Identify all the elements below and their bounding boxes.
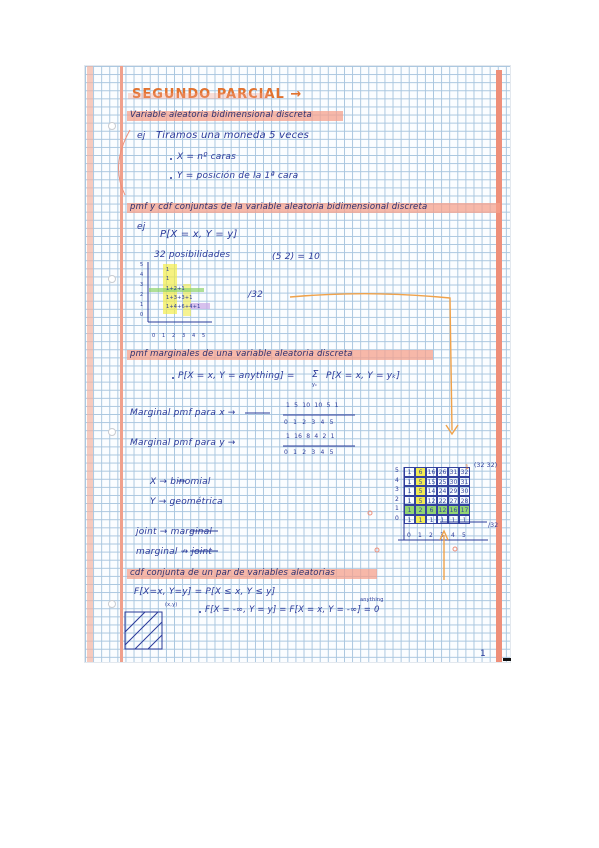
cdf-cell: 28: [460, 497, 469, 505]
grid-cell: 1: [166, 276, 170, 282]
cdf-cell: 22: [438, 497, 447, 505]
margin-circle: [375, 548, 379, 552]
y-tick: 5: [140, 262, 144, 268]
formula-sum: Σ: [312, 369, 319, 380]
cdf-cell: 1: [448, 515, 459, 525]
possibilities: 32 posibilidades: [154, 250, 231, 260]
cdf-cell: 24: [438, 488, 447, 495]
marginal-x-values: 1 5 10 10 5 1: [286, 402, 339, 409]
x-binomial: X → binomial: [150, 477, 211, 487]
hatch: [148, 635, 162, 649]
marginal-y-ticks: 0 1 2 3 4 5: [284, 449, 334, 456]
orange-arrow: [290, 294, 452, 430]
hatch: [125, 612, 158, 645]
cdf-y-tick: 1: [395, 505, 399, 512]
page-title: SEGUNDO PARCIAL →: [132, 87, 303, 102]
x-tick: 4: [192, 333, 196, 339]
marginal-y-label: Marginal pmf para y →: [130, 438, 236, 448]
hatch: [135, 622, 162, 649]
cdf-cell: 5: [415, 477, 426, 487]
cdf-cell: 16: [427, 469, 436, 476]
cdf-cell: 2: [415, 505, 426, 515]
cdf-x-tick: 2: [429, 532, 433, 539]
x-tick: 2: [172, 333, 176, 339]
marginal-x-ticks: 0 1 2 3 4 5: [284, 419, 334, 426]
marginal-x-label: Marginal pmf para x →: [130, 408, 236, 418]
denominator: /32: [248, 290, 264, 300]
marginal-not-joint: marginal ↛ joint: [136, 547, 213, 557]
cdf-cell: 30: [449, 478, 458, 486]
grid-cell: 1+4+6+4+1: [166, 304, 201, 310]
grid-cell: 1+3+3+1: [166, 295, 193, 301]
y-tick: 1: [140, 302, 144, 308]
cdf-cell: 25: [438, 478, 447, 486]
cdf-cell: 1: [404, 496, 415, 506]
grid-cell: 1+2+1: [166, 286, 185, 292]
cdf-y-tick: 5: [395, 467, 399, 474]
cdf-cell: 1: [459, 515, 470, 525]
cdf-cell: 12: [427, 497, 436, 505]
joint-prob: P[X = x, Y = y]: [160, 229, 238, 240]
corner-fraction: (32 32): [474, 462, 498, 469]
section-heading: pmf marginales de una variable aleatoria discreta: [130, 349, 353, 359]
formula-right: P[X = x, Y = yₖ]: [326, 371, 401, 381]
cdf-x-tick: 4: [451, 532, 455, 539]
x-tick: 3: [182, 333, 186, 339]
cdf-cell: 31: [460, 478, 469, 486]
section-heading: pmf y cdf conjuntas de la variable aleatoria bidimensional discreta: [130, 202, 428, 212]
cdf-x-tick: 0: [407, 532, 411, 539]
limit-formula: F[X = -∞, Y = y] = F[X = x, Y = -∞] = 0: [205, 605, 380, 615]
example-text: Tiramos una moneda 5 veces: [156, 130, 310, 141]
cdf-y-tick: 0: [395, 514, 399, 522]
formula-sub: yₖ: [312, 382, 318, 388]
bullet-x: X = nº caras: [177, 152, 237, 162]
example-label: ej: [137, 222, 146, 232]
y-tick: 4: [140, 272, 144, 278]
cdf-cell: 26: [438, 469, 447, 476]
cdf-cell: 1: [404, 505, 415, 515]
example-label: ej: [137, 131, 146, 141]
cdf-x-tick: 3: [440, 532, 444, 539]
binomial-coef: (5 2) = 10: [272, 252, 321, 262]
cdf-side-label: /32: [488, 522, 499, 529]
cdf-cell: 16: [449, 507, 458, 514]
y-geometric: Y → geométrica: [150, 497, 223, 507]
cdf-cell: 17: [460, 507, 469, 514]
y-tick: 0: [140, 312, 144, 318]
page-number: 1: [480, 649, 486, 659]
cdf-cell: 12: [438, 507, 447, 514]
cdf-cell: 1: [404, 467, 415, 477]
cdf-cell: 14: [427, 488, 436, 495]
cdf-formula: F[X=x, Y=y] = P[X ≤ x, Y ≤ y]: [134, 587, 276, 597]
cdf-cell: 1: [426, 515, 437, 525]
cdf-y-tick: 3: [395, 486, 399, 493]
cdf-cell: 30: [460, 488, 469, 495]
cdf-cell: 5: [415, 496, 426, 506]
joint-to-marginal: joint → marginal: [136, 527, 213, 537]
marginal-y-values: 1 16 8 4 2 1: [286, 433, 335, 440]
formula-left: P[X = x, Y = anything] =: [178, 371, 295, 381]
cdf-y-tick: 2: [395, 495, 399, 503]
cdf-x-tick: 5: [462, 532, 466, 539]
hatch: [125, 612, 145, 632]
margin-circle: [453, 547, 457, 551]
cdf-cell: 1: [437, 515, 448, 525]
y-tick: 2: [140, 292, 144, 298]
cdf-cell: 1: [404, 477, 415, 487]
margin-circle: [368, 511, 372, 515]
x-tick: 0: [152, 333, 156, 339]
corner-one: 1: [465, 464, 470, 471]
cdf-cell: 27: [449, 497, 458, 505]
cdf-cell: 1: [404, 486, 415, 496]
section-heading: cdf conjunta de un par de variables aleatorias: [130, 568, 335, 578]
cdf-cell: 1: [415, 515, 426, 525]
cdf-x-tick: 1: [418, 532, 422, 539]
cdf-y-tick: 4: [395, 476, 399, 484]
margin-arrow: [119, 130, 130, 195]
hatched-region: [125, 612, 162, 649]
bullet-y: Y = posición de la 1ª cara: [177, 171, 299, 181]
cdf-cell: 31: [449, 469, 458, 476]
cdf-cell: 6: [426, 505, 437, 515]
anything-label: anything: [360, 597, 384, 603]
grid-cell: 1: [166, 267, 170, 273]
y-tick: 3: [140, 282, 144, 288]
cdf-cell: 1: [404, 515, 415, 525]
cdf-cell: 5: [415, 486, 426, 496]
cdf-cell: 29: [449, 488, 458, 495]
x-tick: 5: [202, 333, 206, 339]
cdf-cell: 6: [415, 467, 426, 477]
cdf-cell: 32: [460, 469, 469, 476]
point-label: (x,y): [165, 602, 178, 608]
cdf-cell: 15: [427, 478, 436, 486]
section-heading: Variable aleatoria bidimensional discreta: [130, 110, 312, 120]
x-tick: 1: [162, 333, 166, 339]
